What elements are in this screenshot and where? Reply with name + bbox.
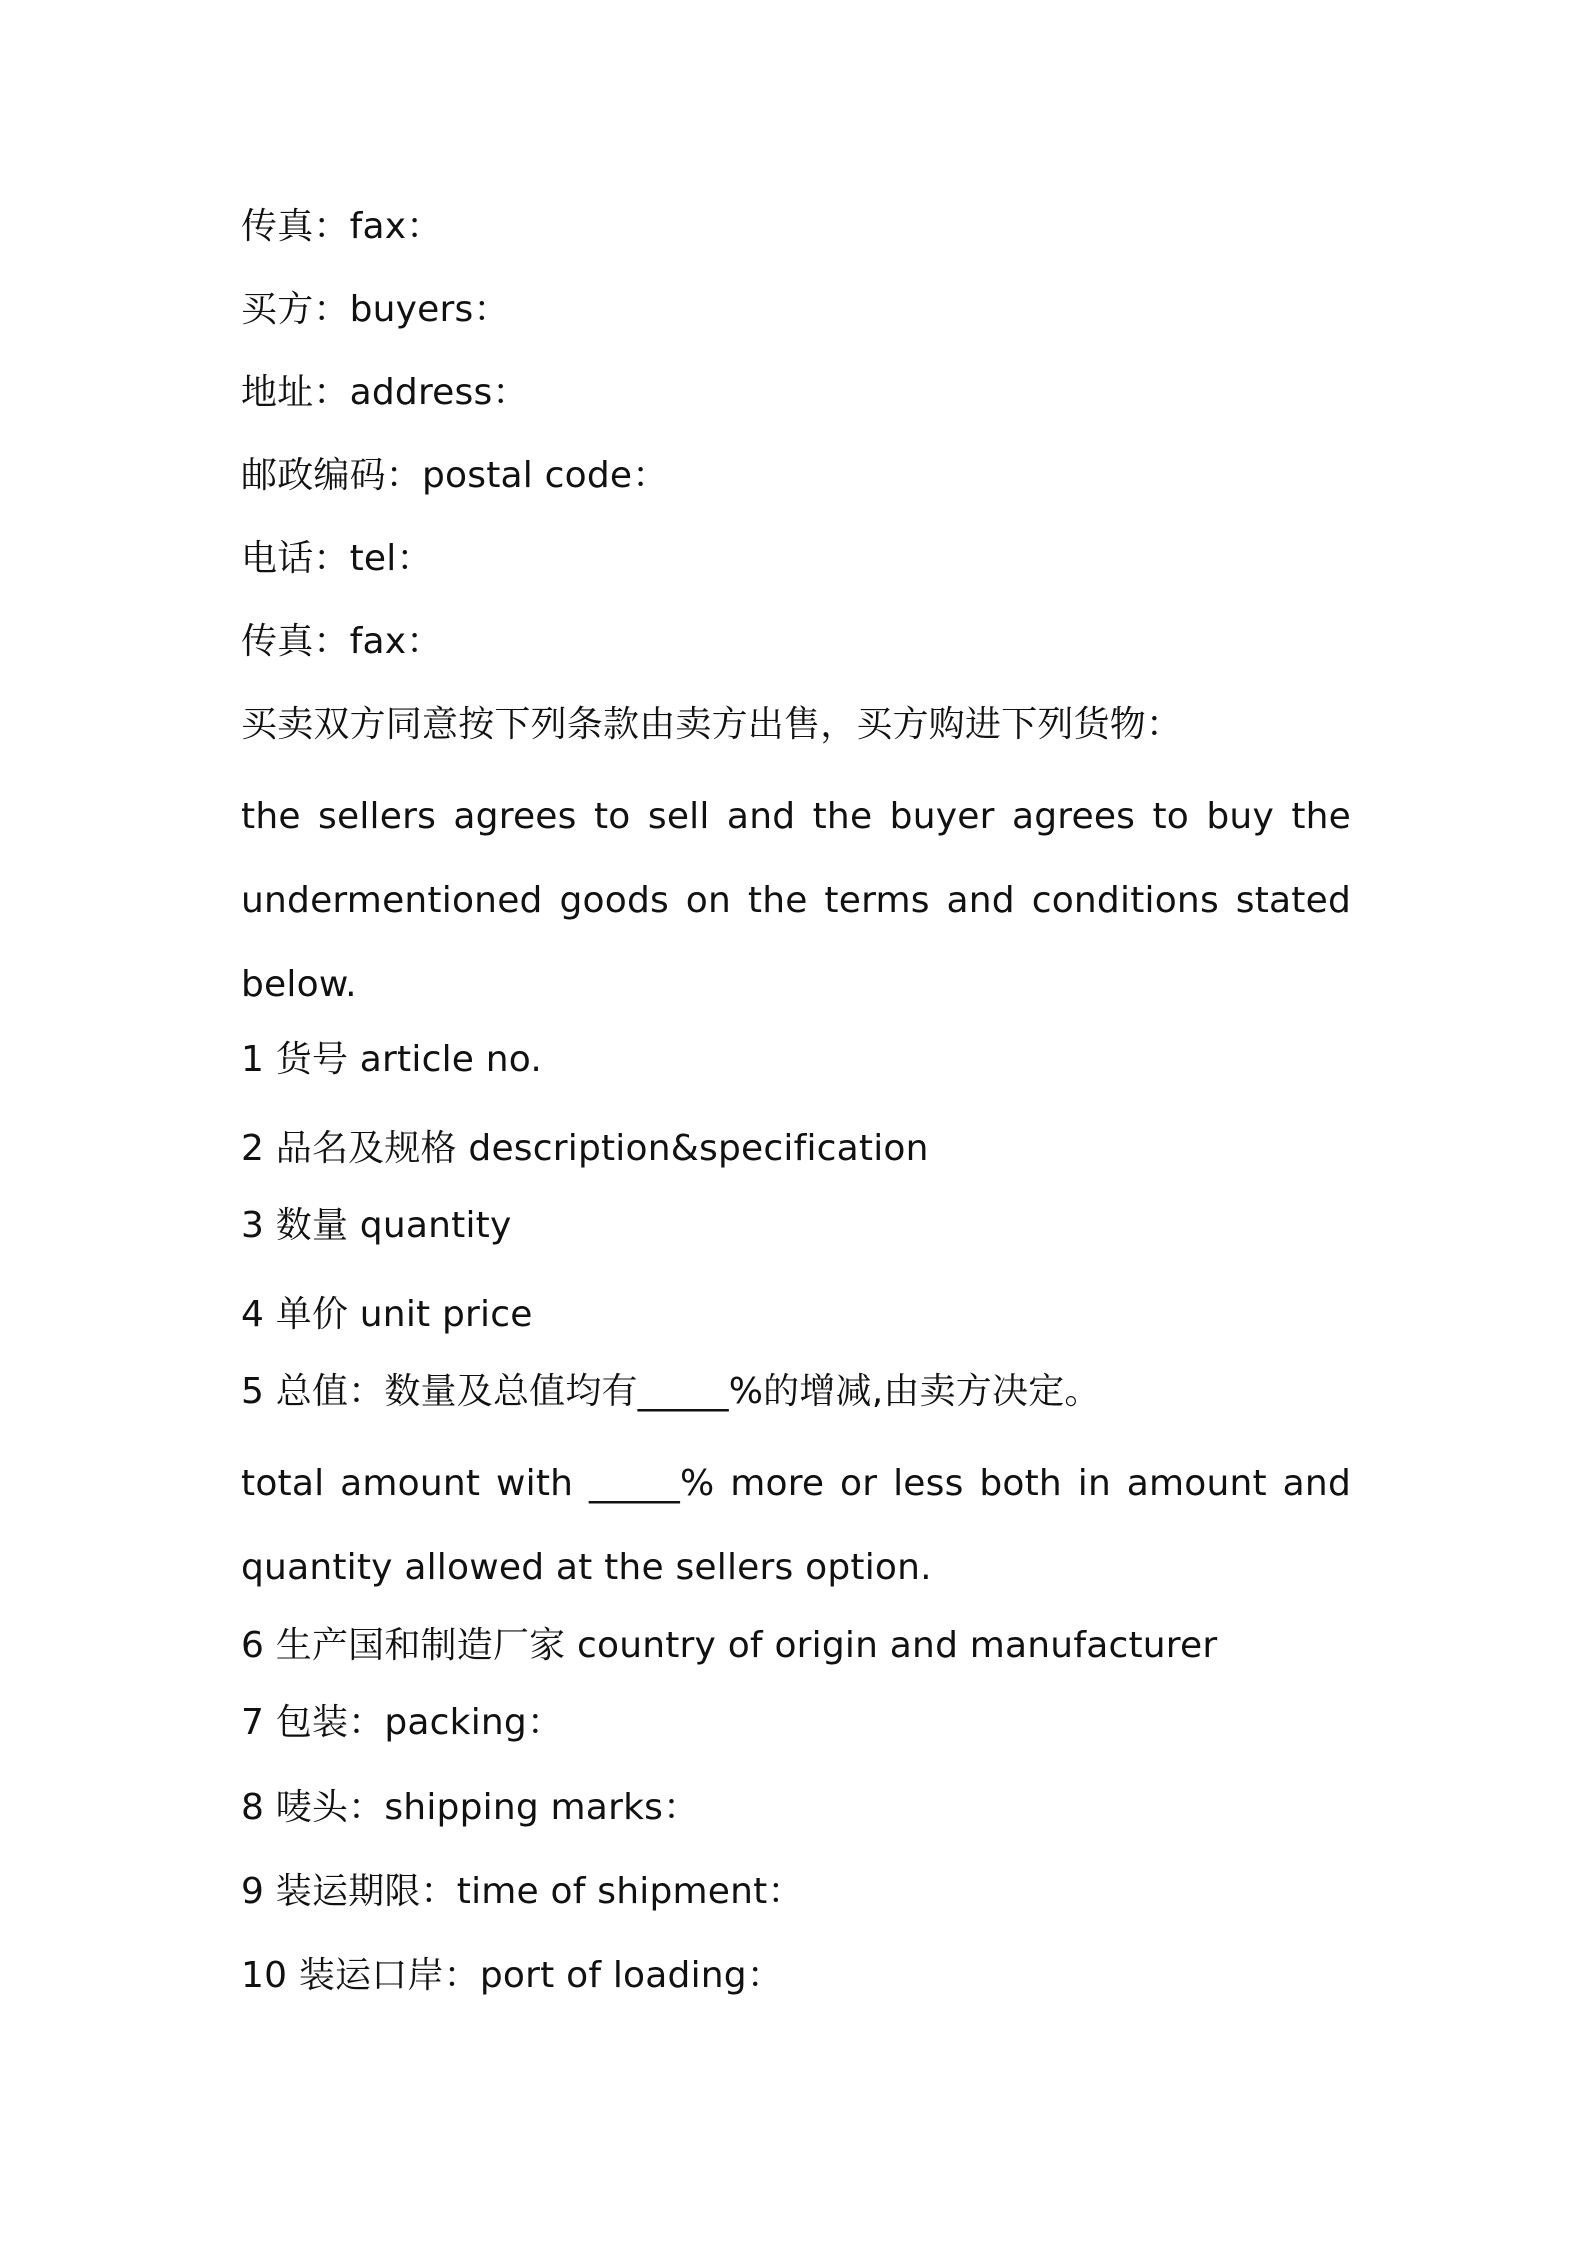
item-6-country-of-origin: 6 生产国和制造厂家 country of origin and manufacturer: [241, 1625, 1218, 1666]
item-3-quantity: 3 数量 quantity: [241, 1205, 512, 1246]
postal-code-line: 邮政编码：postal code：: [241, 455, 669, 496]
item-10-port-of-loading: 10 装运口岸：port of loading：: [241, 1955, 784, 1996]
item-7-packing: 7 包装：packing：: [241, 1702, 564, 1743]
item-1-article-no: 1 货号 article no.: [241, 1039, 543, 1080]
tel-line: 电话：tel：: [241, 538, 433, 579]
item-2-description-specification: 2 品名及规格 description&specification: [241, 1128, 929, 1169]
agreement-zh: 买卖双方同意按下列条款由卖方出售，买方购进下列货物：: [241, 704, 1183, 745]
fax-line-1: 传真：fax：: [241, 206, 443, 247]
agreement-en-paragraph: the sellers agrees to sell and the buyer agrees to buy the undermentioned goods on the terms and conditions stated below.: [241, 796, 1351, 1005]
item-8-shipping-marks: 8 唛头：shipping marks：: [241, 1787, 700, 1828]
item-5-total-value-en: total amount with _____% more or less both in amount and quantity allowed at the sellers option.: [241, 1463, 1351, 1588]
buyers-line: 买方：buyers：: [241, 289, 510, 330]
address-line: 地址：address：: [241, 372, 529, 413]
fax-line-2: 传真：fax：: [241, 621, 443, 662]
item-5-total-value-zh: 5 总值：数量及总值均有_____%的增减,由卖方决定。: [241, 1371, 1101, 1412]
item-9-time-of-shipment: 9 装运期限：time of shipment：: [241, 1871, 804, 1912]
item-4-unit-price: 4 单价 unit price: [241, 1294, 533, 1335]
